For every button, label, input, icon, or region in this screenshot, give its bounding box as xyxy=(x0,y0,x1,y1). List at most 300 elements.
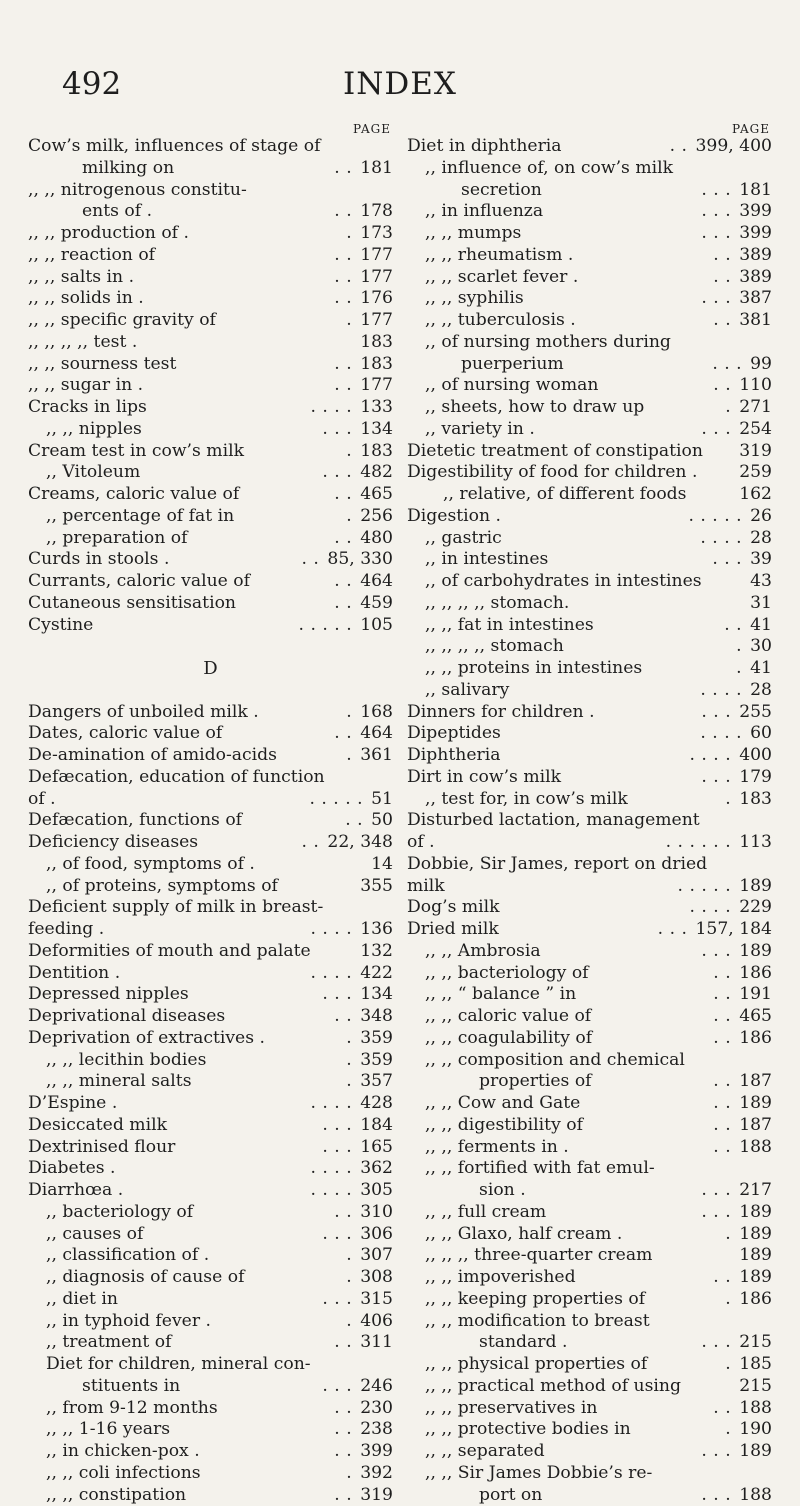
page-ref: 215 xyxy=(739,1332,772,1354)
leader-dots: . . xyxy=(713,375,731,397)
leader-dots: . . . . . xyxy=(299,615,353,637)
index-entry xyxy=(407,1071,772,1093)
index-entry xyxy=(28,1006,393,1028)
page-ref: 362 xyxy=(360,1158,393,1180)
index-entry xyxy=(407,332,772,354)
leader-dots: . . xyxy=(713,245,731,267)
leader-dots: . . . xyxy=(712,354,742,376)
leader-dots: . . xyxy=(713,1115,731,1137)
page-ref: 189 xyxy=(739,941,772,963)
index-entry xyxy=(407,528,772,550)
page-ref: 189 xyxy=(739,1093,772,1115)
entry-text: properties of xyxy=(479,1071,592,1093)
index-entry xyxy=(28,941,393,963)
index-entry xyxy=(28,332,393,354)
leader-dots: . xyxy=(346,1463,352,1485)
leader-dots: . . xyxy=(334,1006,352,1028)
index-entry xyxy=(407,571,772,593)
entry-text: ,, ,, ferments in . xyxy=(425,1137,569,1159)
leader-dots: . . . xyxy=(701,223,731,245)
page-ref: 183 xyxy=(739,789,772,811)
index-entry xyxy=(28,310,393,332)
page-ref: 113 xyxy=(739,832,772,854)
index-entry xyxy=(28,789,393,811)
index-entry xyxy=(28,897,393,919)
page-ref: 165 xyxy=(360,1137,393,1159)
section-letter-text: D xyxy=(203,658,217,679)
index-entry xyxy=(407,375,772,397)
entry-text: Dextrinised flour xyxy=(28,1137,175,1159)
leader-dots: . . . xyxy=(322,984,352,1006)
index-entry xyxy=(407,354,772,376)
leader-dots: . . xyxy=(334,201,352,223)
entry-text: Currants, caloric value of xyxy=(28,571,250,593)
leader-dots: . xyxy=(346,1245,352,1267)
leader-dots: . xyxy=(346,702,352,724)
leader-dots: . xyxy=(736,636,742,658)
index-entry xyxy=(28,506,393,528)
page-ref: 305 xyxy=(360,1180,393,1202)
index-entry xyxy=(407,832,772,854)
leader-dots: . . . xyxy=(322,1224,352,1246)
page-ref: 422 xyxy=(360,963,393,985)
index-entry xyxy=(407,1202,772,1224)
leader-dots: . xyxy=(346,1311,352,1333)
entry-text: Digestion . xyxy=(407,506,501,528)
index-entry xyxy=(407,223,772,245)
index-entry xyxy=(28,375,393,397)
entry-text: ,, ,, sugar in . xyxy=(28,375,143,397)
entry-text: Dietetic treatment of constipation xyxy=(407,441,703,463)
leader-dots: . xyxy=(725,1289,731,1311)
leader-dots: . . xyxy=(713,267,731,289)
page-ref: 168 xyxy=(360,702,393,724)
page-ref: 254 xyxy=(739,419,772,441)
page-ref: 348 xyxy=(360,1006,393,1028)
entry-text: ,, ,, ,, three-quarter cream xyxy=(425,1245,652,1267)
page-ref: 50 xyxy=(371,810,393,832)
page-ref: 134 xyxy=(360,984,393,1006)
page-ref: 177 xyxy=(360,310,393,332)
entry-text: ,, ,, bacteriology of xyxy=(425,963,589,985)
page-ref: 311 xyxy=(360,1332,393,1354)
entry-text: milking on xyxy=(82,158,174,180)
leader-dots: . . . xyxy=(701,702,731,724)
entry-text: ,, ,, syphilis xyxy=(425,288,524,310)
entry-text: ,, of food, symptoms of . xyxy=(46,854,255,876)
index-entry xyxy=(407,919,772,941)
index-entry xyxy=(407,1028,772,1050)
entry-text: ,, ,, fortified with fat emul- xyxy=(425,1158,655,1180)
entry-text: ,, from 9-12 months xyxy=(46,1398,218,1420)
page-ref: 428 xyxy=(360,1093,393,1115)
page-ref: 256 xyxy=(360,506,393,528)
page-ref: 28 xyxy=(750,528,772,550)
page-ref: 183 xyxy=(360,441,393,463)
page-ref: 319 xyxy=(360,1485,393,1506)
index-entry xyxy=(407,897,772,919)
entry-text: ,, ,, separated xyxy=(425,1441,545,1463)
page-ref: 85, 330 xyxy=(327,549,393,571)
index-entry xyxy=(28,963,393,985)
entry-text: ,, classification of . xyxy=(46,1245,209,1267)
leader-dots: . xyxy=(346,441,352,463)
entry-text: ,, ,, keeping properties of xyxy=(425,1289,645,1311)
entry-text: of . xyxy=(407,832,435,854)
entry-text: ,, ,, salts in . xyxy=(28,267,134,289)
index-entry xyxy=(407,419,772,441)
page-ref: 400 xyxy=(739,745,772,767)
leader-dots: . . xyxy=(334,528,352,550)
page-ref: 189 xyxy=(739,1441,772,1463)
leader-dots: . . . . xyxy=(310,397,352,419)
entry-text: ,, of nursing mothers during xyxy=(425,332,671,354)
entry-text: ,, influence of, on cow’s milk xyxy=(425,158,673,180)
entry-text: milk xyxy=(407,876,445,898)
index-entry xyxy=(407,658,772,680)
index-entry xyxy=(28,441,393,463)
index-entry xyxy=(28,180,393,202)
page-ref: 361 xyxy=(360,745,393,767)
entry-text: port on xyxy=(479,1485,542,1506)
page-ref: 406 xyxy=(360,1311,393,1333)
leader-dots: . xyxy=(346,506,352,528)
index-entry xyxy=(28,528,393,550)
leader-dots: . . . xyxy=(658,919,688,941)
page-ref: 136 xyxy=(360,919,393,941)
leader-dots: . . xyxy=(724,615,742,637)
entry-text: ,, bacteriology of xyxy=(46,1202,193,1224)
index-entry xyxy=(28,223,393,245)
leader-dots: . . xyxy=(302,832,320,854)
entry-text: D’Espine . xyxy=(28,1093,117,1115)
page-column-label: PAGE xyxy=(407,122,772,136)
index-entry xyxy=(28,419,393,441)
entry-text: Cutaneous sensitisation xyxy=(28,593,236,615)
index-entry xyxy=(407,876,772,898)
page-ref: 308 xyxy=(360,1267,393,1289)
leader-dots: . . xyxy=(713,1137,731,1159)
entry-text: secretion xyxy=(461,180,542,202)
page-ref: 381 xyxy=(739,310,772,332)
index-entry xyxy=(407,484,772,506)
page-ref: 181 xyxy=(739,180,772,202)
page-ref: 179 xyxy=(739,767,772,789)
index-entry xyxy=(407,789,772,811)
index-entry xyxy=(407,1050,772,1072)
entry-text: ,, ,, sourness test xyxy=(28,354,176,376)
index-entry xyxy=(407,1354,772,1376)
page-ref: 60 xyxy=(750,723,772,745)
entry-text: ,, ,, “ balance ” in xyxy=(425,984,576,1006)
entry-text: ,, ,, solids in . xyxy=(28,288,144,310)
leader-dots: . . . xyxy=(701,767,731,789)
page-ref: 255 xyxy=(739,702,772,724)
index-entry xyxy=(407,1093,772,1115)
entry-text: ,, diagnosis of cause of xyxy=(46,1267,244,1289)
index-entries-right xyxy=(407,136,772,1506)
index-title: INDEX xyxy=(0,64,800,104)
page-ref: 217 xyxy=(739,1180,772,1202)
page-ref: 105 xyxy=(360,615,393,637)
entry-text: Dirt in cow’s milk xyxy=(407,767,561,789)
index-entry xyxy=(28,1289,393,1311)
leader-dots: . . . . xyxy=(310,1158,352,1180)
leader-dots: . xyxy=(346,1071,352,1093)
index-entry xyxy=(28,854,393,876)
entry-text: Diet for children, mineral con- xyxy=(46,1354,311,1376)
page-ref: 132 xyxy=(360,941,393,963)
page-ref: 306 xyxy=(360,1224,393,1246)
entry-text: Defæcation, education of function xyxy=(28,767,325,789)
index-entry xyxy=(407,462,772,484)
index-entry xyxy=(407,245,772,267)
page-ref: 464 xyxy=(360,723,393,745)
index-entry xyxy=(28,745,393,767)
page-ref: 31 xyxy=(750,593,772,615)
page-ref: 229 xyxy=(739,897,772,919)
index-entry xyxy=(407,441,772,463)
entry-text: ,, treatment of xyxy=(46,1332,171,1354)
index-entry xyxy=(28,702,393,724)
leader-dots: . . xyxy=(713,1028,731,1050)
page-ref: 187 xyxy=(739,1115,772,1137)
leader-dots: . . . . xyxy=(310,963,352,985)
leader-dots: . . xyxy=(334,723,352,745)
leader-dots: . . xyxy=(334,288,352,310)
index-entry xyxy=(407,397,772,419)
entry-text: Diabetes . xyxy=(28,1158,116,1180)
entry-text: Deprivation of extractives . xyxy=(28,1028,265,1050)
entry-text: Deficiency diseases xyxy=(28,832,198,854)
page-header xyxy=(0,64,800,108)
leader-dots: . . xyxy=(334,484,352,506)
index-entry xyxy=(407,1158,772,1180)
leader-dots: . . xyxy=(334,1398,352,1420)
entry-text: ,, of nursing woman xyxy=(425,375,598,397)
entry-text: ,, ,, scarlet fever . xyxy=(425,267,578,289)
index-entry xyxy=(407,158,772,180)
entry-text: Curds in stools . xyxy=(28,549,169,571)
entry-text: ,, Vitoleum xyxy=(46,462,140,484)
entry-text: ,, ,, Glaxo, half cream . xyxy=(425,1224,622,1246)
index-entry xyxy=(28,615,393,637)
entry-text: Deprivational diseases xyxy=(28,1006,225,1028)
page-ref: 133 xyxy=(360,397,393,419)
entry-text: ,, ,, full cream xyxy=(425,1202,546,1224)
leader-dots: . . xyxy=(334,375,352,397)
leader-dots: . . . xyxy=(701,419,731,441)
page-ref: 176 xyxy=(360,288,393,310)
index-entry xyxy=(28,1137,393,1159)
entry-text: Cystine xyxy=(28,615,93,637)
entry-text: ,, in chicken-pox . xyxy=(46,1441,200,1463)
entry-text: ,, ,, mineral salts xyxy=(46,1071,192,1093)
page-ref: 307 xyxy=(360,1245,393,1267)
entry-text: ,, ,, impoverished xyxy=(425,1267,576,1289)
leader-dots: . . xyxy=(334,354,352,376)
index-entry xyxy=(407,767,772,789)
entry-text: Dangers of unboiled milk . xyxy=(28,702,259,724)
index-entry xyxy=(407,636,772,658)
entry-text: ,, percentage of fat in xyxy=(46,506,234,528)
index-entry xyxy=(407,1332,772,1354)
index-entry xyxy=(28,1202,393,1224)
leader-dots: . . . xyxy=(322,462,352,484)
entry-text: ,, ,, ,, ,, stomach. xyxy=(425,593,569,615)
leader-dots: . xyxy=(346,745,352,767)
index-entry xyxy=(28,1441,393,1463)
page-ref: 51 xyxy=(371,789,393,811)
leader-dots: . xyxy=(725,789,731,811)
index-entry xyxy=(28,832,393,854)
leader-dots: . . xyxy=(713,1093,731,1115)
entry-text: ,, ,, physical properties of xyxy=(425,1354,647,1376)
page-ref: 186 xyxy=(739,1028,772,1050)
index-entry xyxy=(407,593,772,615)
leader-dots: . . . . xyxy=(310,1180,352,1202)
leader-dots: . xyxy=(725,1419,731,1441)
index-entry xyxy=(407,984,772,1006)
index-entry xyxy=(407,1419,772,1441)
leader-dots: . . . xyxy=(701,1180,731,1202)
index-entry xyxy=(407,1006,772,1028)
index-entry xyxy=(28,462,393,484)
entry-text: of . xyxy=(28,789,56,811)
page-ref: 110 xyxy=(739,375,772,397)
leader-dots: . . xyxy=(334,1419,352,1441)
page-ref: 399 xyxy=(360,1441,393,1463)
entry-text: Dentition . xyxy=(28,963,120,985)
leader-dots: . . . . xyxy=(700,528,742,550)
entry-text: ,, ,, constipation xyxy=(46,1485,186,1506)
index-entry xyxy=(28,484,393,506)
index-entry xyxy=(28,288,393,310)
entry-text: ,, ,, specific gravity of xyxy=(28,310,216,332)
leader-dots: . . . xyxy=(322,419,352,441)
entry-text: standard . xyxy=(479,1332,567,1354)
leader-dots: . . xyxy=(713,310,731,332)
index-entry xyxy=(407,288,772,310)
page-ref: 162 xyxy=(739,484,772,506)
index-entry xyxy=(407,201,772,223)
page-ref: 357 xyxy=(360,1071,393,1093)
entry-text: ,, causes of xyxy=(46,1224,143,1246)
index-entry xyxy=(407,1267,772,1289)
entry-text: Dates, caloric value of xyxy=(28,723,222,745)
page-ref: 392 xyxy=(360,1463,393,1485)
leader-dots: . . . xyxy=(701,1485,731,1506)
section-letter xyxy=(28,658,393,680)
leader-dots: . xyxy=(346,1028,352,1050)
entry-text: ,, ,, fat in intestines xyxy=(425,615,594,637)
entry-text: ,, ,, digestibility of xyxy=(425,1115,583,1137)
page-ref: 177 xyxy=(360,267,393,289)
index-entry xyxy=(28,1419,393,1441)
page-ref: 178 xyxy=(360,201,393,223)
leader-dots: . . . xyxy=(701,288,731,310)
leader-dots: . . . . xyxy=(689,897,731,919)
leader-dots: . xyxy=(346,223,352,245)
index-entries-left xyxy=(28,136,393,1506)
index-column-left xyxy=(28,122,393,1506)
index-entry xyxy=(28,1463,393,1485)
index-entry xyxy=(28,1093,393,1115)
index-entry xyxy=(407,1137,772,1159)
page-ref: 189 xyxy=(739,1267,772,1289)
leader-dots: . . . . xyxy=(700,680,742,702)
page-ref: 157, 184 xyxy=(695,919,772,941)
page-ref: 41 xyxy=(750,615,772,637)
index-entry xyxy=(407,310,772,332)
index-entry xyxy=(28,1245,393,1267)
entry-text: ,, sheets, how to draw up xyxy=(425,397,644,419)
page-ref: 389 xyxy=(739,267,772,289)
entry-text: ,, ,, protective bodies in xyxy=(425,1419,631,1441)
leader-dots: . . xyxy=(334,1485,352,1506)
entry-text: ,, ,, Ambrosia xyxy=(425,941,541,963)
leader-dots: . . xyxy=(334,593,352,615)
entry-text: ,, in typhoid fever . xyxy=(46,1311,211,1333)
leader-dots: . . . . xyxy=(689,745,731,767)
index-entry xyxy=(28,1158,393,1180)
entry-text: ,, ,, ,, ,, stomach xyxy=(425,636,564,658)
leader-dots: . . xyxy=(713,984,731,1006)
index-entry xyxy=(28,723,393,745)
entry-text: Dobbie, Sir James, report on dried xyxy=(407,854,707,876)
entry-text: ,, ,, nitrogenous constitu- xyxy=(28,180,247,202)
leader-dots: . . xyxy=(713,1398,731,1420)
entry-text: Cream test in cow’s milk xyxy=(28,441,244,463)
entry-text: Diarrhœa . xyxy=(28,1180,123,1202)
index-entry xyxy=(28,158,393,180)
entry-text: ,, variety in . xyxy=(425,419,535,441)
index-entry xyxy=(407,941,772,963)
entry-text: Digestibility of food for children . xyxy=(407,462,697,484)
entry-text: Dried milk xyxy=(407,919,499,941)
entry-text: ,, in influenza xyxy=(425,201,543,223)
page-ref: 14 xyxy=(371,854,393,876)
page-ref: 22, 348 xyxy=(327,832,393,854)
entry-text: ,, in intestines xyxy=(425,549,548,571)
page-ref: 389 xyxy=(739,245,772,267)
entry-text: ,, diet in xyxy=(46,1289,118,1311)
leader-dots: . . xyxy=(670,136,688,158)
entry-text: ,, ,, caloric value of xyxy=(425,1006,591,1028)
page-ref: 465 xyxy=(739,1006,772,1028)
page-column-label: PAGE xyxy=(28,122,393,136)
leader-dots: . . . xyxy=(701,1202,731,1224)
index-entry xyxy=(407,267,772,289)
index-entry xyxy=(28,919,393,941)
entry-text: Deformities of mouth and palate xyxy=(28,941,311,963)
leader-dots: . . . xyxy=(701,941,731,963)
leader-dots: . xyxy=(346,1267,352,1289)
page-ref: 189 xyxy=(739,1202,772,1224)
page-ref: 191 xyxy=(739,984,772,1006)
leader-dots: . . . . . . xyxy=(666,832,732,854)
leader-dots: . . xyxy=(302,549,320,571)
entry-text: ,, ,, 1-16 years xyxy=(46,1419,170,1441)
index-entry xyxy=(407,680,772,702)
page-ref: 185 xyxy=(739,1354,772,1376)
page-ref: 183 xyxy=(360,332,393,354)
entry-text: ,, ,, composition and chemical xyxy=(425,1050,685,1072)
page-ref: 238 xyxy=(360,1419,393,1441)
entry-text: ,, ,, Sir James Dobbie’s re- xyxy=(425,1463,652,1485)
page-ref: 41 xyxy=(750,658,772,680)
entry-text: Creams, caloric value of xyxy=(28,484,239,506)
